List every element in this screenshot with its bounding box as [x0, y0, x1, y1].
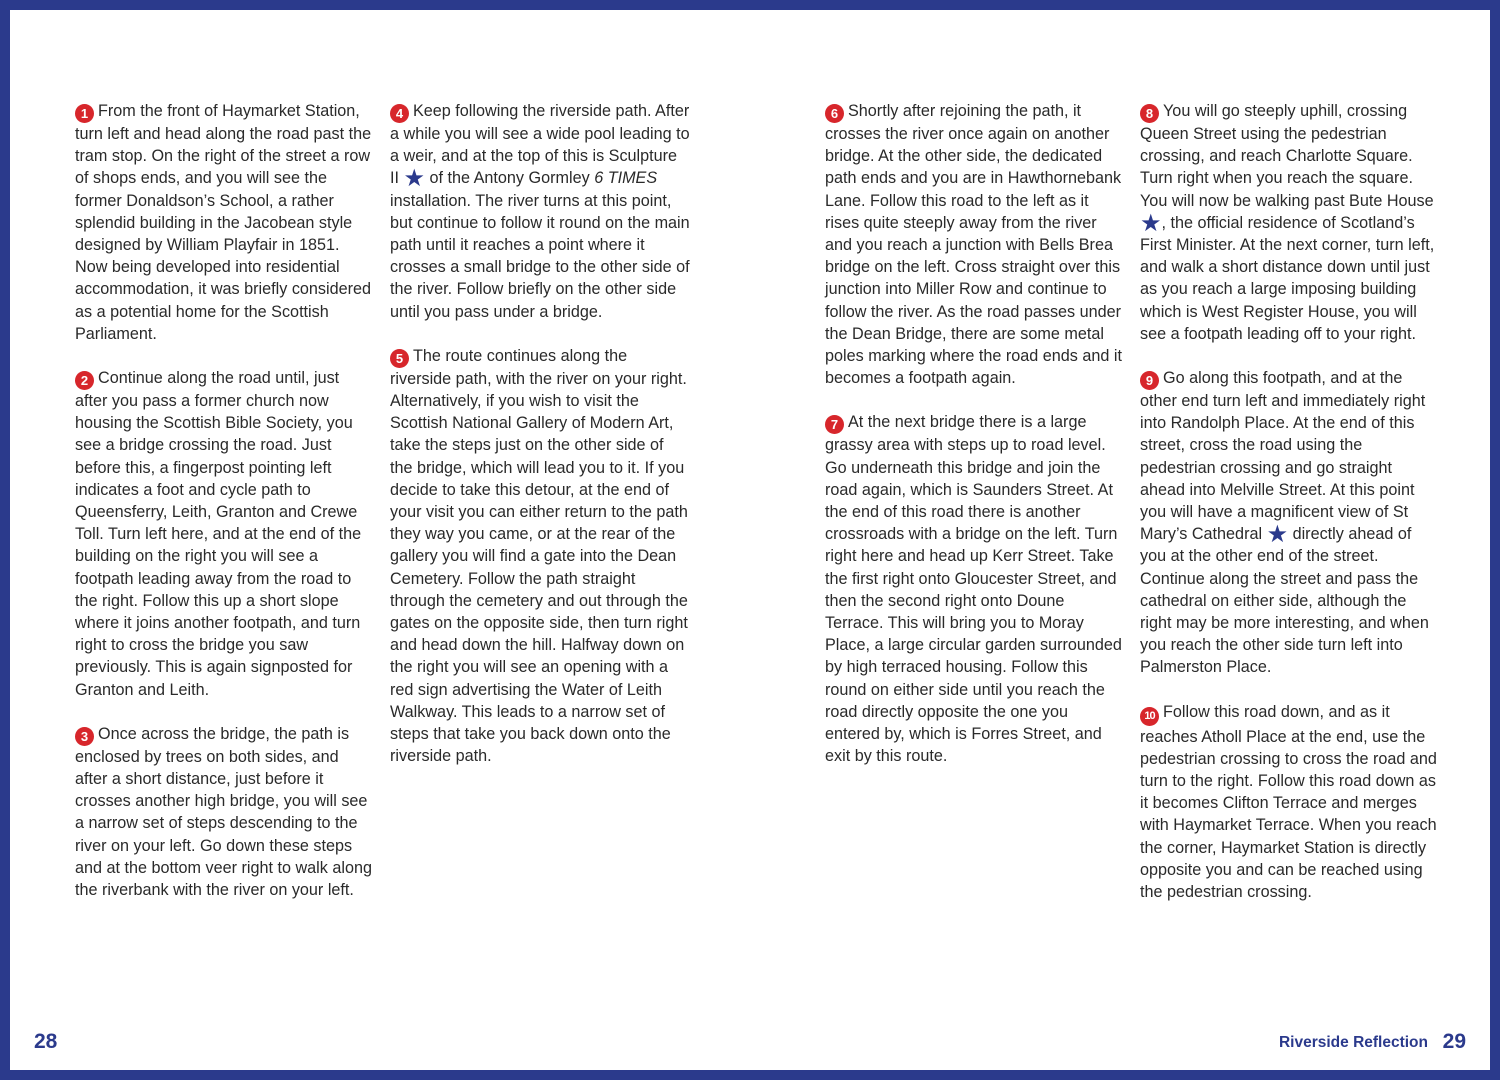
step-text: You will go steeply uphill, crossing Queen Street using the pedestrian crossing, and reach Charlotte Square. Turn right when you reach the square. You will now be walking past Bute House [1140, 102, 1434, 210]
step-2 [75, 367, 375, 701]
step-number-icon: 10 [1140, 707, 1159, 726]
page-number-right: 29 [1442, 1030, 1466, 1053]
step-text: Follow this road down, and as it reaches Atholl Place at the end, use the pedestrian crossing to cross the road and turn to the right. Follow this road down as it becomes Clifton Terrace and merges with Haymarket Terrace. When you reach the corner, Haymarket Station is directly opposite you and can be reached using the pedestrian crossing. [1140, 702, 1437, 902]
step-number-icon: 4 [390, 104, 409, 123]
step-number-icon: 2 [75, 371, 94, 390]
step-text: , the official residence of Scotland’s First Minister. At the next corner, turn left, and walk a short distance down until just as you reach a large imposing building which is West Register House, you will see a footpath leading off to your right. [1140, 213, 1435, 343]
step-text: of the Antony Gormley [429, 169, 590, 188]
step-10 [1140, 701, 1440, 904]
installation-name: 6 TIMES [594, 169, 658, 188]
star-icon: ★ [403, 165, 426, 193]
step-text: directly ahead of you at the other end of the street. Continue along the street and pass the cathedral on either side, although the right may be more interesting, and when you reach the other side turn left into Palmerston Place. [1140, 525, 1429, 677]
step-number-icon: 9 [1140, 371, 1159, 390]
step-text: From the front of Haymarket Station, turn left and head along the road past the tram stop. On the right of the street a row of shops ends, and you will see the former Donaldson’s School, a rather splendid building in the Jacobean style designed by William Playfair in 1851. Now being developed into residential accommodation, it was briefly considered as a potential home for the Scottish Parliament. [75, 102, 372, 343]
step-text: installation. The river turns at this point, but continue to follow it round on the main path until it reaches a point where it crosses a small bridge to the other side of the river. Follow briefly on the other side until you pass under a bridge. [390, 191, 690, 321]
step-number-icon: 3 [75, 727, 94, 746]
column-4 [1140, 100, 1440, 925]
step-text: Continue along the road until, just after you pass a former church now housing the Scottish Bible Society, you see a bridge crossing the road. Just before this, a fingerpost pointing left indicates a foot and cycle path to Queensferry, Leith, Granton and Crewe Toll. Turn left here, and at the end of the building on the right you will see a footpath leading away from the road to the right. Follow this up a short slope where it joins another footpath, and turn right to cross the bridge you saw previously. This is again signposted for Granton and Leith. [75, 369, 362, 699]
step-number-icon: 1 [75, 104, 94, 123]
step-7 [825, 411, 1125, 767]
running-title: Riverside Reflection [1278, 1034, 1428, 1051]
step-number-icon: 8 [1140, 104, 1159, 123]
step-number-icon: 7 [825, 415, 844, 434]
column-1 [75, 100, 375, 923]
step-text: The route continues along the riverside path, with the river on your right. Alternatively, if you wish to visit the Scottish National Gallery of Modern Art, take the steps just on the other side of the bridge, which will lead you to it. If you decide to take this detour, at the end of your visit you can either return to the path they way you came, or at the rear of the gallery you will find a gate into the Dean Cemetery. Follow the path straight through the cemetery and out through the gates on the opposite side, then turn right and head down the hill. Halfway down on the right you will see an opening with a red sign advertising the Water of Leith Walkway. This leads to a narrow set of steps that take you back down onto the riverside path. [390, 346, 688, 766]
step-5 [390, 345, 690, 768]
column-3 [825, 100, 1125, 789]
step-text: At the next bridge there is a large grassy area with steps up to road level. Go underneath this bridge and join the road again, which is Saunders Street. At the end of this road there is another crossroads with a bridge on the left. Turn right here and head up Kerr Street. Take the first right onto Gloucester Street, and then the second right onto Doune Terrace. This will bring you to Moray Place, a large circular garden surrounded by high terraced housing. Follow this round on either side until you reach the road directly opposite the one you entered by, which is Forres Street, and exit by this route. [825, 413, 1122, 766]
step-3 [75, 723, 375, 901]
step-text: Keep following the riverside path. After a while you will see a wide pool leading to a weir, and at the top of this is Sculpture II [390, 102, 690, 188]
step-text: Once across the bridge, the path is enclosed by trees on both sides, and after a short distance, just before it crosses another high bridge, you will see a narrow set of steps descending to the river on your left. Go down these steps and at the bottom veer right to walk along the riverbank with the river on your left. [75, 724, 372, 900]
column-2 [390, 100, 690, 789]
step-text: Shortly after rejoining the path, it crosses the river once again on another bridge. At the other side, the dedicated path ends and you are in Hawthornebank Lane. Follow this road to the left as it rises quite steeply away from the river and you reach a junction with Bells Brea bridge on the left. Cross straight over this junction into Miller Row and continue to follow the river. As the road passes under the Dean Bridge, there are some metal poles marking where the road ends and it becomes a footpath again. [825, 102, 1122, 388]
page-number-left: 28 [34, 1030, 58, 1053]
step-number-icon: 6 [825, 104, 844, 123]
step-1 [75, 100, 375, 345]
star-icon: ★ [1140, 209, 1162, 237]
star-icon: ★ [1266, 521, 1289, 549]
step-text: Go along this footpath, and at the other end turn left and immediately right into Randolph Place. At the end of this street, cross the road using the pedestrian crossing and go straight ahead into Melville Street. At this point you will have a magnificent view of St Mary’s Cathedral [1140, 369, 1426, 544]
step-6 [825, 100, 1125, 389]
step-number-icon: 5 [390, 349, 409, 368]
step-8 [1140, 100, 1440, 345]
step-4 [390, 100, 690, 323]
step-9 [1140, 367, 1440, 679]
